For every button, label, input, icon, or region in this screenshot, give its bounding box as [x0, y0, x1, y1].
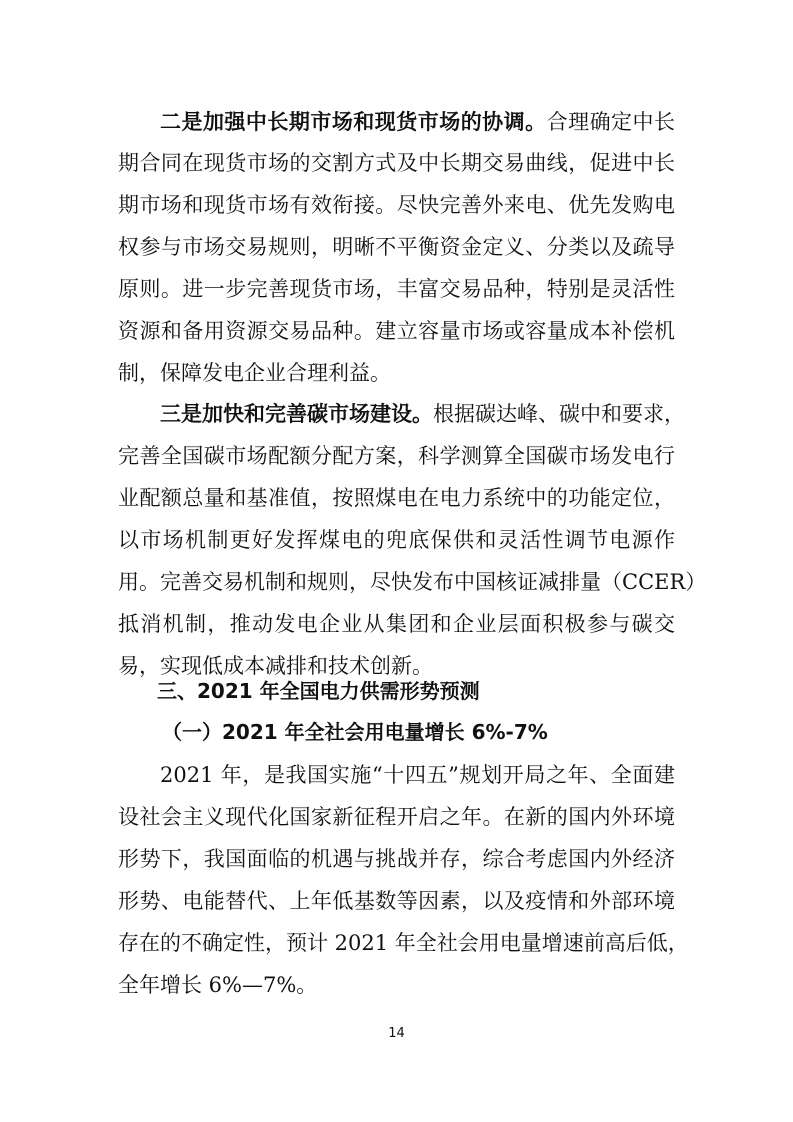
paragraph-2-line: 完善全国碳市场配额分配方案，科学测算全国碳市场发电行 [118, 444, 675, 468]
paragraph-1-line-1 [160, 107, 675, 137]
paragraph-1-line: 权参与市场交易规则，明晰不平衡资金定义、分类以及疏导 [118, 235, 675, 259]
paragraph-3-line-1: 2021 年，是我国实施“十四五”规划开局之年、全面建 [160, 763, 675, 787]
paragraph-2-line-1 [160, 399, 685, 429]
page-number: 14 [388, 1026, 405, 1041]
paragraph-2-line: 易，实现低成本减排和技术创新。 [118, 654, 433, 678]
section-heading: 三、2021 年全国电力供需形势预测 [157, 679, 480, 703]
paragraph-2-line: 用。完善交易机制和规则，尽快发布中国核证减排量（CCER） [118, 570, 707, 594]
paragraph-3-line: 全年增长 6%—7%。 [118, 973, 318, 997]
paragraph-2-line: 抵消机制，推动发电企业从集团和企业层面积极参与碳交 [118, 612, 675, 636]
paragraph-2-text: 根据碳达峰、碳中和要求， [433, 402, 685, 426]
paragraph-1-line: 原则。进一步完善现货市场，丰富交易品种，特别是灵活性 [118, 277, 675, 301]
paragraph-3-line: 形势下，我国面临的机遇与挑战并存，综合考虑国内外经济 [118, 847, 675, 871]
paragraph-2-line: 业配额总量和基准值，按照煤电在电力系统中的功能定位， [118, 486, 675, 510]
paragraph-2-line: 以市场机制更好发挥煤电的兜底保供和灵活性调节电源作 [118, 528, 675, 552]
subsection-heading: （一）2021 年全社会用电量增长 6%-7% [162, 720, 548, 744]
paragraph-2-lead: 三是加快和完善碳市场建设。 [160, 402, 433, 426]
paragraph-3-line: 设社会主义现代化国家新征程开启之年。在新的国内外环境 [118, 805, 675, 829]
paragraph-1-line: 期合同在现货市场的交割方式及中长期交易曲线，促进中长 [118, 151, 675, 175]
paragraph-1-lead: 二是加强中长期市场和现货市场的协调。 [160, 110, 547, 134]
paragraph-3-line: 存在的不确定性，预计 2021 年全社会用电量增速前高后低， [118, 931, 689, 955]
paragraph-1-line: 资源和备用资源交易品种。建立容量市场或容量成本补偿机 [118, 319, 675, 343]
paragraph-1-line: 制，保障发电企业合理利益。 [118, 361, 391, 385]
paragraph-1-text: 合理确定中长 [546, 110, 676, 134]
paragraph-3-line: 形势、电能替代、上年低基数等因素，以及疫情和外部环境 [118, 889, 675, 913]
paragraph-1-line: 期市场和现货市场有效衔接。尽快完善外来电、优先发购电 [118, 193, 675, 217]
